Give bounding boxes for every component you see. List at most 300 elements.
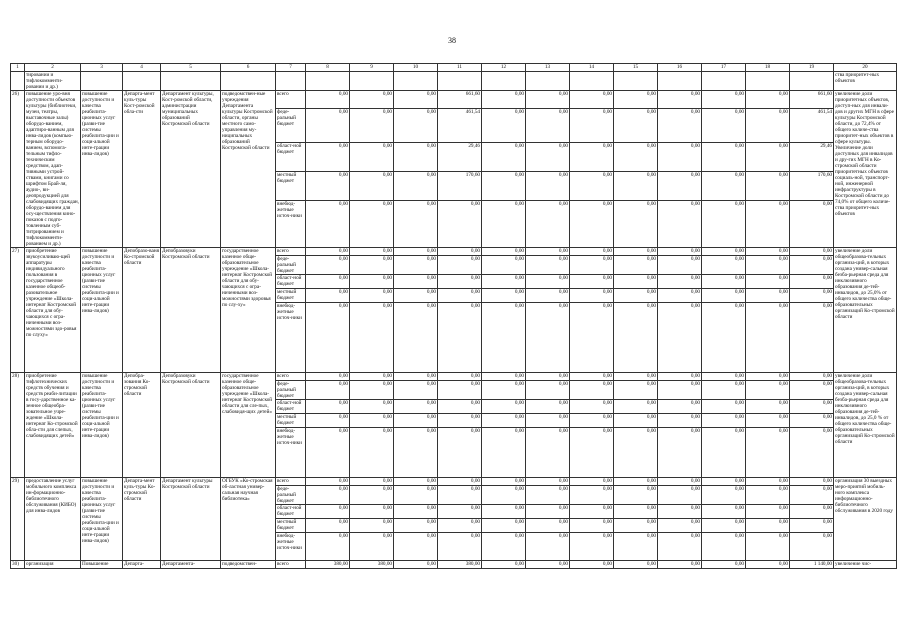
funding-value: 0,00 <box>350 143 394 172</box>
funding-value: 0,00 <box>614 275 658 289</box>
funding-value: 0,00 <box>350 505 394 519</box>
funding-value: 0,00 <box>702 201 746 248</box>
row-number: 28) <box>11 373 25 478</box>
funding-value: 0,00 <box>394 533 438 561</box>
responsible-executor: Департамента- <box>161 561 221 569</box>
funding-value: 0,00 <box>746 275 790 289</box>
funding-source: местный бюджет <box>276 414 306 428</box>
funding-value: 0,00 <box>306 256 350 275</box>
funding-value: 0,00 <box>614 373 658 381</box>
funding-value: 0,00 <box>438 201 482 248</box>
funding-value: 0,00 <box>614 201 658 248</box>
funding-value: 0,00 <box>526 428 570 478</box>
funding-value: 0,00 <box>350 373 394 381</box>
funding-value: 0,00 <box>526 505 570 519</box>
funding-value: 0,00 <box>306 533 350 561</box>
funding-value: 0,00 <box>658 505 702 519</box>
funding-value: 0,00 <box>746 289 790 303</box>
funding-source: внебюд-жетные источ-ники <box>276 303 306 373</box>
funding-value: 0,00 <box>438 533 482 561</box>
funding-value: 380,00 <box>438 561 482 569</box>
funding-value: 0,00 <box>658 109 702 143</box>
funding-value: 0,00 <box>526 143 570 172</box>
funding-source: феде-ральный бюджет <box>276 256 306 275</box>
funding-value: 0,00 <box>702 143 746 172</box>
funding-value: 0,00 <box>350 109 394 143</box>
responsible-executor: Депобразовуки Костромской области <box>161 373 221 478</box>
funding-value: 0,00 <box>746 428 790 478</box>
funding-value: 0,00 <box>306 303 350 373</box>
funding-value: 0,00 <box>394 414 438 428</box>
funding-value: 0,00 <box>790 275 834 289</box>
funding-value: 0,00 <box>614 289 658 303</box>
funding-value: 0,00 <box>526 486 570 505</box>
funding-value: 0,00 <box>350 91 394 109</box>
funding-value: 0,00 <box>746 519 790 533</box>
funding-value: 0,00 <box>526 275 570 289</box>
table-row <box>11 248 897 256</box>
data-table-sheet <box>10 63 896 569</box>
funding-value: 0,00 <box>306 505 350 519</box>
funding-value: 0,00 <box>306 414 350 428</box>
funding-value: 0,00 <box>438 256 482 275</box>
empty-cell <box>123 72 161 91</box>
funding-value: 0,00 <box>570 109 614 143</box>
funding-value: 0,00 <box>306 275 350 289</box>
funding-value: 0,00 <box>306 172 350 201</box>
funding-value: 0,00 <box>306 428 350 478</box>
funding-value: 0,00 <box>658 561 702 569</box>
funding-value: 0,00 <box>746 201 790 248</box>
funding-value: 0,00 <box>790 414 834 428</box>
funding-value: 0,00 <box>658 381 702 400</box>
funding-value: 0,00 <box>658 400 702 414</box>
funding-value: 0,00 <box>482 201 526 248</box>
funding-value: 0,00 <box>306 373 350 381</box>
funding-value: 0,00 <box>570 91 614 109</box>
funding-value: 0,00 <box>482 172 526 201</box>
column-number: 5 <box>161 64 221 72</box>
funding-value: 0,00 <box>570 256 614 275</box>
funding-value: 0,00 <box>526 109 570 143</box>
table-row <box>11 478 897 486</box>
expected-result: увеличение чис- <box>834 561 897 569</box>
empty-cell <box>570 72 614 91</box>
funding-value: 0,00 <box>482 519 526 533</box>
funding-value: 0,00 <box>702 414 746 428</box>
funding-value: 0,00 <box>570 428 614 478</box>
empty-cell <box>658 72 702 91</box>
funding-value: 0,00 <box>614 109 658 143</box>
funding-source: местный бюджет <box>276 172 306 201</box>
funding-value: 0,00 <box>746 486 790 505</box>
funding-value: 0,00 <box>746 109 790 143</box>
empty-cell <box>221 72 276 91</box>
funding-value: 0,00 <box>526 414 570 428</box>
funding-value: 0,00 <box>702 486 746 505</box>
funding-value: 0,00 <box>394 172 438 201</box>
funding-value: 0,00 <box>790 201 834 248</box>
funding-value: 0,00 <box>570 414 614 428</box>
column-number: 20 <box>834 64 897 72</box>
continuation-measure: тировании и тифлокомменти-ровании и др.) <box>25 72 81 91</box>
funding-value: 0,00 <box>790 256 834 275</box>
funding-source: всего <box>276 561 306 569</box>
funding-value: 0,00 <box>658 91 702 109</box>
measure-goal: повышение доступности и качества реабилита-ционных услуг (разви-тие системы реабилита-ции и соци-альной инте-грации инва-лидов) <box>81 478 123 561</box>
funding-value: 0,00 <box>658 486 702 505</box>
row-number: 29) <box>11 478 25 561</box>
funding-value: 0,00 <box>702 289 746 303</box>
funding-value: 0,00 <box>702 256 746 275</box>
funding-value: 0,00 <box>614 486 658 505</box>
funding-value: 0,00 <box>394 381 438 400</box>
funding-value: 0,00 <box>394 91 438 109</box>
funding-value: 0,00 <box>702 478 746 486</box>
funding-value: 0,00 <box>526 373 570 381</box>
funding-value: 0,00 <box>438 289 482 303</box>
column-number: 11 <box>438 64 482 72</box>
continuation-row <box>11 72 897 91</box>
funding-value: 0,00 <box>790 400 834 414</box>
funding-value: 380,00 <box>350 561 394 569</box>
funding-value: 0,00 <box>790 428 834 478</box>
row-number: 26) <box>11 91 25 248</box>
funding-value: 0,00 <box>746 303 790 373</box>
funding-value: 0,00 <box>306 381 350 400</box>
funding-value: 0,00 <box>570 373 614 381</box>
funding-value: 0,00 <box>570 303 614 373</box>
funding-value: 0,00 <box>570 478 614 486</box>
expected-result: увеличение доли общеобразова-тельных организа-ций, в которых создана универ-сальная безба-рьерная среда для инклюзивного образования де-тей-инвалидов, до 25,0% от общего количества обще-образовательных организаций Ко-стромской области <box>834 248 897 373</box>
expected-result: увеличение доли общеобразова-тельных организа-ций, в которых создана универ-сальная безба-рьерная среда для инклюзивного образования де-тей-инвалидов, до 25,0 % от общего количества обще-образовательных организаций Ко-стромской области <box>834 373 897 478</box>
funding-value: 0,00 <box>306 486 350 505</box>
funding-value: 0,00 <box>482 400 526 414</box>
column-number: 4 <box>123 64 161 72</box>
funding-value: 0,00 <box>438 381 482 400</box>
funding-value: 0,00 <box>614 561 658 569</box>
funding-value: 0,00 <box>350 533 394 561</box>
funding-value: 1 140,00 <box>790 561 834 569</box>
funding-value: 0,00 <box>746 505 790 519</box>
funding-value: 0,00 <box>394 486 438 505</box>
measure-goal: повышение доступности и качества реабилита-ционных услуг (разви-тие системы реабилита-ции и соци-альной инте-грации инва-лидов) <box>81 248 123 373</box>
column-number: 2 <box>25 64 81 72</box>
funding-value: 0,00 <box>438 248 482 256</box>
funding-value: 0,00 <box>702 91 746 109</box>
responsible-executor: Департамент культуры, Кост-ромской области, администрации муниципальных образований Костромской области <box>161 91 221 248</box>
funding-value: 0,00 <box>658 289 702 303</box>
funding-value: 0,00 <box>350 519 394 533</box>
funding-value: 0,00 <box>614 478 658 486</box>
row-number: 30) <box>11 561 25 569</box>
funding-value: 0,00 <box>746 533 790 561</box>
funding-value: 29,46 <box>790 143 834 172</box>
funding-value: 0,00 <box>394 201 438 248</box>
funding-source: местный бюджет <box>276 519 306 533</box>
funding-source: феде-ральный бюджет <box>276 381 306 400</box>
funding-value: 0,00 <box>570 201 614 248</box>
column-number: 8 <box>306 64 350 72</box>
funding-value: 0,00 <box>350 486 394 505</box>
funding-value: 0,00 <box>658 373 702 381</box>
funding-source: област-ной бюджет <box>276 143 306 172</box>
funding-source: всего <box>276 478 306 486</box>
funding-value: 29,46 <box>438 143 482 172</box>
funding-value: 0,00 <box>702 373 746 381</box>
funding-value: 0,00 <box>702 533 746 561</box>
measure-name: приобретение тифлотехнических средств обучения и средств реаби-литации в госу-дарственное ка-зенное общеобра-зовательное учре-ждение «Школа-интернат Ко-стромской обла-сти для слепых, слабовидящих детей» <box>25 373 81 478</box>
funding-value: 661,60 <box>438 91 482 109</box>
funding-value: 0,00 <box>394 256 438 275</box>
funding-value: 0,00 <box>658 248 702 256</box>
funding-value: 0,00 <box>482 143 526 172</box>
funding-value: 0,00 <box>526 519 570 533</box>
participant: государственное казенное обще-образовательное учреждение «Школа-интернат Костромской области для обу-чающихся с огра-ниченными воз-можностями здоровья по слу-ху» <box>221 248 276 373</box>
empty-cell <box>276 72 306 91</box>
funding-value: 0,00 <box>614 143 658 172</box>
funding-value: 0,00 <box>570 172 614 201</box>
funding-source: внебюд-жетные источ-ники <box>276 428 306 478</box>
funding-value: 170,60 <box>790 172 834 201</box>
page-number: 38 <box>448 36 456 45</box>
funding-value: 0,00 <box>438 428 482 478</box>
column-number: 3 <box>81 64 123 72</box>
funding-source: област-ной бюджет <box>276 505 306 519</box>
funding-value: 0,00 <box>658 478 702 486</box>
funding-value: 0,00 <box>306 91 350 109</box>
funding-value: 0,00 <box>570 289 614 303</box>
funding-value: 0,00 <box>394 478 438 486</box>
funding-value: 0,00 <box>746 478 790 486</box>
funding-value: 0,00 <box>482 414 526 428</box>
funding-value: 0,00 <box>526 248 570 256</box>
funding-value: 0,00 <box>394 505 438 519</box>
measure-goal: повышение доступности и качества реабилита-ционных услуг (разви-тие системы реабилита-ции и соци-альной инте-грации инва-лидов) <box>81 91 123 248</box>
funding-value: 0,00 <box>702 561 746 569</box>
funding-value: 0,00 <box>746 561 790 569</box>
funding-value: 0,00 <box>658 519 702 533</box>
funding-value: 0,00 <box>702 275 746 289</box>
funding-value: 0,00 <box>746 400 790 414</box>
funding-value: 0,00 <box>614 303 658 373</box>
empty-cell <box>81 72 123 91</box>
funding-value: 0,00 <box>570 275 614 289</box>
funding-value: 0,00 <box>350 303 394 373</box>
funding-value: 0,00 <box>658 414 702 428</box>
funding-source: феде-ральный бюджет <box>276 109 306 143</box>
funding-value: 0,00 <box>482 561 526 569</box>
funding-source: всего <box>276 248 306 256</box>
measure-name: приобретение звукоусиливаю-щей аппаратуры индивидуального пользования в государственное казенное общеоб-разовательное учреждение «Школа-интернат Костромской области для обу-чающихся с огра-ниченными воз-можностями здо-ровья по слуху» <box>25 248 81 373</box>
funding-value: 0,00 <box>746 172 790 201</box>
funding-value: 0,00 <box>790 478 834 486</box>
table-row <box>11 91 897 109</box>
funding-value: 0,00 <box>790 486 834 505</box>
funding-value: 0,00 <box>746 373 790 381</box>
funding-value: 0,00 <box>614 256 658 275</box>
funding-value: 0,00 <box>394 289 438 303</box>
row-number: 27) <box>11 248 25 373</box>
funding-value: 0,00 <box>350 414 394 428</box>
funding-value: 0,00 <box>526 201 570 248</box>
column-number: 18 <box>746 64 790 72</box>
participant: ОГБУК «Ко-стромская об-ластная универ-сальная научная библиотека» <box>221 478 276 561</box>
funding-value: 0,00 <box>438 486 482 505</box>
funding-value: 0,00 <box>570 561 614 569</box>
empty-cell <box>702 72 746 91</box>
responsible-executor: Депобразовуки Костромской области <box>161 248 221 373</box>
funding-value: 0,00 <box>570 533 614 561</box>
measure-name: предоставление услуг мобильного комплекса ин-формационно-библиотечного обслуживания (КИБО) для инва-лидов <box>25 478 81 561</box>
funding-value: 0,00 <box>614 428 658 478</box>
funding-value: 0,00 <box>702 172 746 201</box>
funding-value: 0,00 <box>482 478 526 486</box>
funding-value: 661,60 <box>790 91 834 109</box>
funding-value: 0,00 <box>306 109 350 143</box>
expected-result: увеличение доли приоритетных объектов, доступ-ных для инвали-дов и других МГН в сфере культуры Костромской области, до 72,4% от общего количе-ства приоритет-ных объектов в сфере культуры. Увеличение доли доступных для инвалидов и дру-гих МГН в Ко-стромской области приоритетных объектов социаль-ной, транспорт-ной, инженерной инфраструктуры в Костромской области до 74,0% от общего количе-ства приоритет-ных объектов <box>834 91 897 248</box>
funding-value: 0,00 <box>570 486 614 505</box>
funding-source: местный бюджет <box>276 289 306 303</box>
funding-value: 0,00 <box>614 519 658 533</box>
measure-name: организация <box>25 561 81 569</box>
empty-cell <box>526 72 570 91</box>
funding-value: 0,00 <box>746 414 790 428</box>
column-number: 6 <box>221 64 276 72</box>
funding-value: 0,00 <box>614 381 658 400</box>
funding-value: 0,00 <box>438 519 482 533</box>
funding-value: 0,00 <box>702 400 746 414</box>
empty-cell <box>161 72 221 91</box>
funding-source: област-ной бюджет <box>276 400 306 414</box>
funding-value: 0,00 <box>482 533 526 561</box>
funding-value: 0,00 <box>438 400 482 414</box>
funding-value: 0,00 <box>658 143 702 172</box>
coexecutor: Департа- <box>123 561 161 569</box>
funding-value: 0,00 <box>570 505 614 519</box>
funding-value: 0,00 <box>790 373 834 381</box>
funding-value: 0,00 <box>790 303 834 373</box>
funding-value: 0,00 <box>482 373 526 381</box>
funding-value: 0,00 <box>394 561 438 569</box>
funding-value: 0,00 <box>702 519 746 533</box>
funding-value: 0,00 <box>350 275 394 289</box>
funding-value: 0,00 <box>526 400 570 414</box>
funding-value: 0,00 <box>702 109 746 143</box>
funding-value: 0,00 <box>438 505 482 519</box>
funding-source: феде-ральный бюджет <box>276 486 306 505</box>
empty-cell <box>482 72 526 91</box>
funding-value: 0,00 <box>394 109 438 143</box>
empty-cell <box>306 72 350 91</box>
funding-value: 0,00 <box>438 373 482 381</box>
funding-value: 0,00 <box>526 256 570 275</box>
measure-name: повышение уро-вня доступности объектов культуры (библиотеки, музеи, театры, выставочные залы) оборудо-ванием, адаптиро-ванным для инва-лидов (компью-терным оборудо-ванием, вспомога-тельным тифло-техническим средством, адап-тивными устрой-ствами, книгами со шрифтом Брай-ля, аудио-, ви-деопродукцией для слабовидящих граждан, оборудо-ванием для осу-ществления кино-показов с подго-товленным суб-титрированием и тифлокомменти-рованием и др.) <box>26 91 79 247</box>
funding-source: внебюд-жетные источ-ники <box>276 201 306 248</box>
column-number: 1 <box>11 64 25 72</box>
measure-goal: Повышение <box>81 561 123 569</box>
funding-value: 0,00 <box>746 381 790 400</box>
funding-value: 0,00 <box>350 381 394 400</box>
coexecutor: Депобра-зования Ко-стромской области <box>123 373 161 478</box>
funding-value: 0,00 <box>526 533 570 561</box>
funding-value: 0,00 <box>658 256 702 275</box>
funding-value: 0,00 <box>482 109 526 143</box>
funding-value: 0,00 <box>526 381 570 400</box>
funding-value: 0,00 <box>790 519 834 533</box>
funding-value: 0,00 <box>702 303 746 373</box>
column-number-row <box>11 64 897 72</box>
column-number: 14 <box>570 64 614 72</box>
column-number: 13 <box>526 64 570 72</box>
column-number: 9 <box>350 64 394 72</box>
funding-value: 0,00 <box>350 248 394 256</box>
funding-value: 0,00 <box>438 414 482 428</box>
funding-value: 0,00 <box>394 519 438 533</box>
funding-value: 0,00 <box>482 248 526 256</box>
funding-value: 0,00 <box>614 248 658 256</box>
funding-value: 0,00 <box>614 414 658 428</box>
funding-value: 0,00 <box>350 428 394 478</box>
funding-value: 0,00 <box>658 201 702 248</box>
funding-value: 0,00 <box>394 428 438 478</box>
funding-value: 461,54 <box>790 109 834 143</box>
funding-value: 0,00 <box>702 381 746 400</box>
column-number: 19 <box>790 64 834 72</box>
funding-value: 0,00 <box>350 256 394 275</box>
funding-value: 0,00 <box>658 428 702 478</box>
funding-value: 0,00 <box>482 91 526 109</box>
funding-value: 0,00 <box>306 201 350 248</box>
column-number: 7 <box>276 64 306 72</box>
measure-goal: повышение доступности и качества реабилита-ционных услуг (разви-тие системы реабилита-ции и соци-альной инте-грации инва-лидов) <box>81 373 123 478</box>
funding-value: 0,00 <box>702 505 746 519</box>
participant: государственное казенное обще-образовательное учреждение «Школа-интернат Костромской области для сле-пых, слабовидя-щих детей» <box>221 373 276 478</box>
funding-value: 0,00 <box>614 91 658 109</box>
funding-source: внебюд-жетные источ-ники <box>276 533 306 561</box>
funding-value: 0,00 <box>790 381 834 400</box>
funding-value: 0,00 <box>614 172 658 201</box>
column-number: 10 <box>394 64 438 72</box>
funding-value: 0,00 <box>614 505 658 519</box>
funding-value: 0,00 <box>394 248 438 256</box>
participant: подведомствен- <box>221 561 276 569</box>
funding-value: 0,00 <box>570 248 614 256</box>
funding-value: 0,00 <box>482 303 526 373</box>
funding-value: 0,00 <box>306 478 350 486</box>
funding-value: 0,00 <box>350 289 394 303</box>
funding-value: 0,00 <box>526 561 570 569</box>
funding-value: 0,00 <box>350 201 394 248</box>
funding-value: 0,00 <box>746 248 790 256</box>
data-table <box>10 63 897 569</box>
funding-value: 0,00 <box>702 428 746 478</box>
funding-value: 0,00 <box>790 248 834 256</box>
column-number: 12 <box>482 64 526 72</box>
funding-value: 170,60 <box>438 172 482 201</box>
funding-value: 461,54 <box>438 109 482 143</box>
funding-value: 0,00 <box>482 381 526 400</box>
column-number: 17 <box>702 64 746 72</box>
funding-value: 0,00 <box>438 275 482 289</box>
funding-value: 0,00 <box>350 400 394 414</box>
table-row <box>11 373 897 381</box>
empty-cell <box>394 72 438 91</box>
funding-value: 0,00 <box>614 533 658 561</box>
funding-value: 0,00 <box>394 303 438 373</box>
funding-value: 0,00 <box>526 91 570 109</box>
funding-value: 0,00 <box>306 248 350 256</box>
